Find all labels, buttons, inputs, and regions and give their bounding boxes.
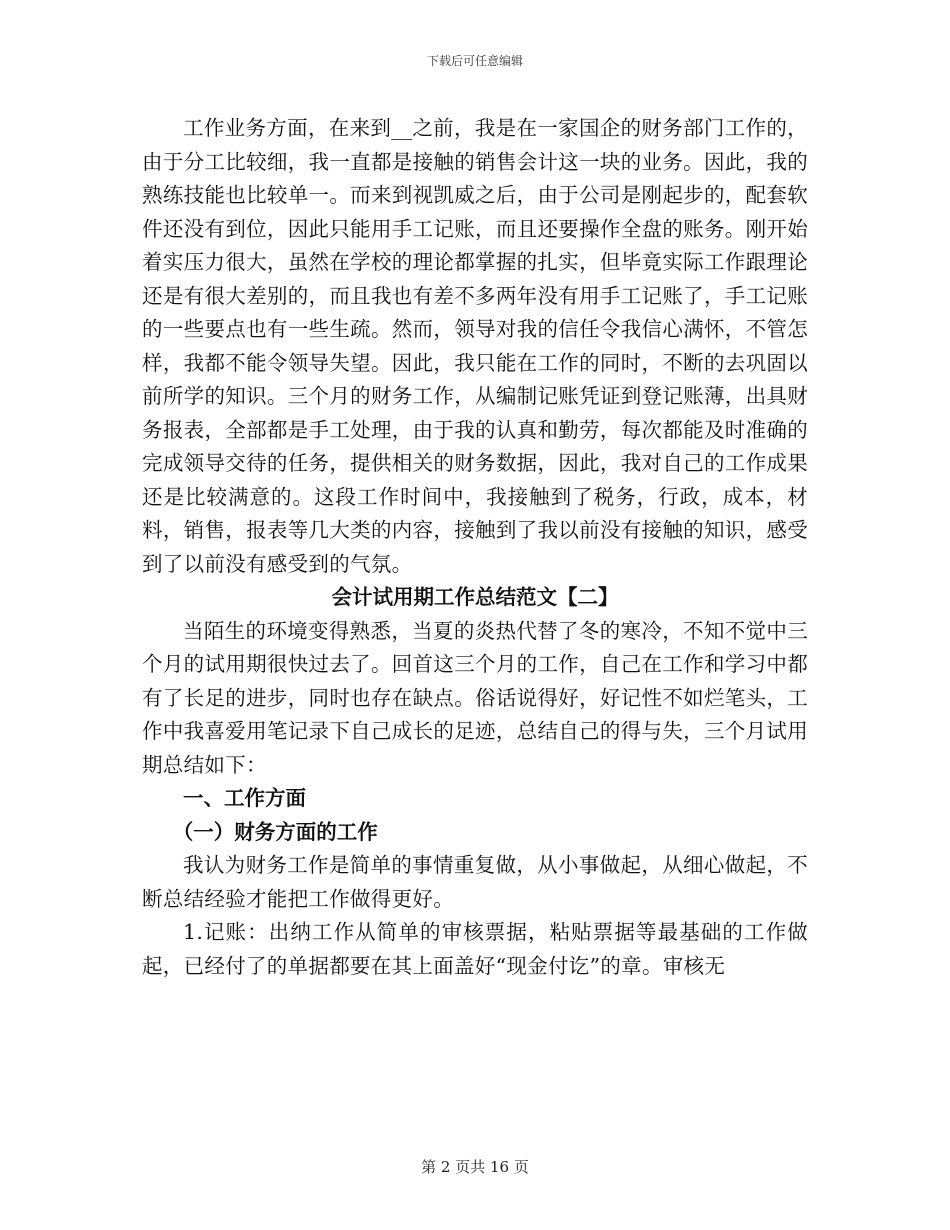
paragraph-bookkeeping: 1.记账：出纳工作从简单的审核票据，粘贴票据等最基础的工作做起，已经付了的单据都要在其上面盖好“现金付讫”的章。审核无 (142, 920, 808, 978)
page-header-note: 下载后可任意编辑 (426, 54, 523, 68)
heading-work-aspect: 一、工作方面 (183, 786, 306, 810)
heading-finance-work: （一）财务方面的工作 (172, 819, 378, 844)
paragraph-work-business: 工作业务方面，在来到__之前，我是在一家国企的财务部门工作的，由于分工比较细，我一直都是接触的销售会计这一块的业务。因此，我的熟练技能也比较单一。而来到视凯威之后，由于公司是刚起步的，配套软件还没有到位，因此只能用手工记账，而且还要操作全盘的账务。刚开始着实压力很大，虽然在学校的理论都掌握的扎实，但毕竟实际工作跟理论还是有很大差别的，而且我也有差不多两年没有用手工记账了，手工记账的一些要点也有一些生疏。然而，领导对我的信任令我信心满怀，不管怎样，我都不能令领导失望。因此，我只能在工作的同时，不断的去巩固以前所学的知识。三个月的财务工作，从编制记账凭证到登记账薄，出具财务报表，全部都是手工处理，由于我的认真和勤劳，每次都能及时准确的完成领导交待的任务，提供相关的财务数据，因此，我对自己的工作成果还是比较满意的。这段工作时间中，我接触到了税务，行政，成本，材料，销售，报表等几大类的内容，接触到了我以前没有接触的知识，感受到了以前没有感受到的气氛。 (142, 116, 808, 576)
page-number: 第 2 页共 16 页 (421, 1158, 529, 1176)
section-title: 会计试用期工作总结范文【二】 (331, 585, 619, 609)
paragraph-intro: 当陌生的环境变得熟悉，当夏的炎热代替了冬的寒冷，不知不觉中三个月的试用期很快过去了。回首这三个月的工作，自己在工作和学习中都有了长足的进步，同时也存在缺点。俗话说得好，好记性不如烂笔头，工作中我喜爱用笔记录下自己成长的足迹，总结自己的得与失，三个月试用期总结如下： (142, 618, 808, 777)
paragraph-finance-philosophy: 我认为财务工作是简单的事情重复做，从小事做起，从细心做起，不断总结经验才能把工作做得更好。 (142, 853, 808, 911)
document-body (142, 112, 808, 983)
